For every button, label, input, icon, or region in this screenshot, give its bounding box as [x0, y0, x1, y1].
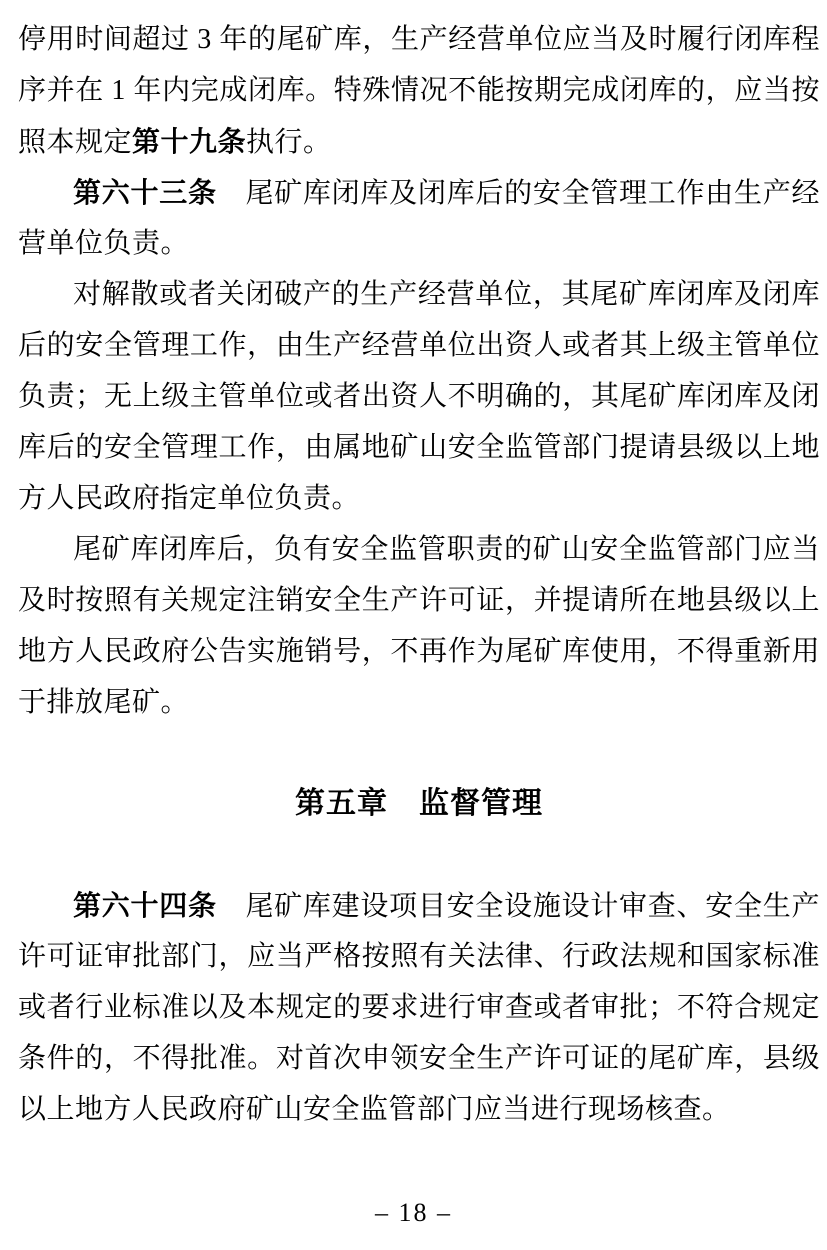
text-segment: 执行。 [246, 127, 332, 158]
page-number: – 18 – [375, 1198, 452, 1227]
bold-article-ref: 第六十四条 [73, 890, 217, 921]
text-line [18, 371, 820, 422]
text-segment: 停用时间超过 3 年的尾矿库，生产经营单位应当及时履行闭库程 [18, 24, 820, 55]
text-segment: 方人民政府指定单位负责。 [18, 483, 361, 514]
text-line [18, 1084, 820, 1135]
text-segment: 序并在 1 年内完成闭库。特殊情况不能按期完成闭库的，应当按 [18, 75, 820, 106]
text-segment: 负责；无上级主管单位或者出资人不明确的，其尾矿库闭库及闭 [18, 381, 820, 412]
text-segment: 以上地方人民政府矿山安全监管部门应当进行现场核查。 [18, 1094, 731, 1125]
text-line [18, 167, 820, 218]
text-line [18, 880, 820, 931]
text-line [18, 65, 820, 116]
text-segment: 条件的，不得批准。对首次申领安全生产许可证的尾矿库，县级 [18, 1043, 820, 1074]
text-line [18, 931, 820, 982]
text-segment: 照本规定 [18, 127, 133, 158]
text-segment: 尾矿库闭库后，负有安全监管职责的矿山安全监管部门应当 [73, 534, 820, 565]
text-line [18, 473, 820, 524]
text-line [18, 116, 820, 167]
text-segment: 及时按照有关规定注销安全生产许可证，并提请所在地县级以上 [18, 585, 820, 616]
text-segment: 尾矿库闭库及闭库后的安全管理工作由生产经 [216, 178, 820, 209]
text-line [18, 320, 820, 371]
text-line [18, 982, 820, 1033]
text-segment: 许可证审批部门，应当严格按照有关法律、行政法规和国家标准 [18, 941, 820, 972]
text-line [18, 218, 820, 269]
text-line [18, 524, 820, 575]
page-footer [0, 1198, 827, 1228]
text-line [18, 677, 820, 728]
text-segment: 对解散或者关闭破产的生产经营单位，其尾矿库闭库及闭库 [73, 279, 820, 310]
text-segment: 地方人民政府公告实施销号，不再作为尾矿库使用，不得重新用 [18, 636, 820, 667]
text-segment: 营单位负责。 [18, 228, 190, 259]
chapter-heading: 第五章 监督管理 [295, 787, 543, 820]
bold-article-ref: 第六十三条 [73, 177, 217, 208]
text-line [18, 14, 820, 65]
text-line [18, 1033, 820, 1084]
text-segment: 于排放尾矿。 [18, 687, 190, 718]
text-segment: 后的安全管理工作，由生产经营单位出资人或者其上级主管单位 [18, 330, 820, 361]
bold-article-ref: 第十九条 [132, 126, 247, 157]
text-segment: 库后的安全管理工作，由属地矿山安全监管部门提请县级以上地 [18, 432, 820, 463]
text-line [18, 575, 820, 626]
text-segment: 或者行业标准以及本规定的要求进行审查或者审批；不符合规定 [18, 992, 820, 1023]
text-segment: 尾矿库建设项目安全设施设计审查、安全生产 [216, 891, 820, 922]
text-line [18, 626, 820, 677]
text-line [18, 422, 820, 473]
text-line [18, 269, 820, 320]
